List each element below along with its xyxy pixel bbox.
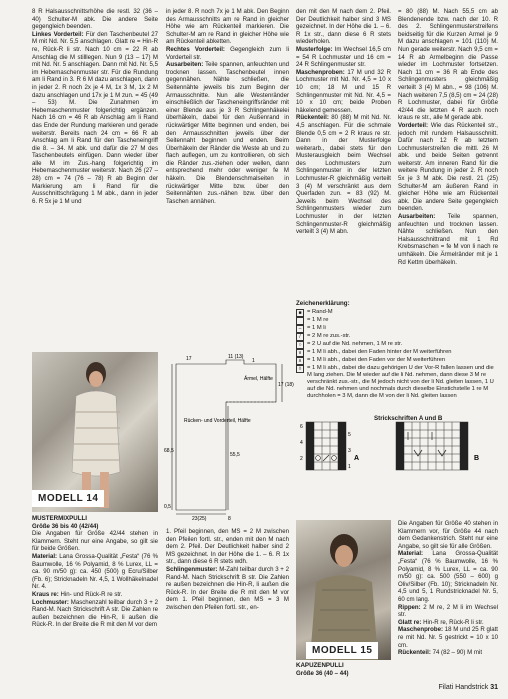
text-column-2 — [166, 8, 289, 205]
paragraph: 17 M und 32 R Lochmuster mit Nd. Nr. 4,5 = 10 x 10 cm; 18 M und 15 R Schlingenmuster mit Nd. Nr. 4,5 = 10 x 10 cm; beide Proben häkelend gemessen. — [296, 68, 391, 114]
svg-text:17: 17 — [186, 356, 192, 362]
model-figure-illustration — [296, 520, 391, 660]
model-figure-illustration — [32, 352, 158, 512]
row-number: 1 — [348, 464, 351, 470]
paragraph: 1. Pfeil beginnen, den MS = 2 M zwischen den Pfeilen fortl. str., enden mit den M nach dem 2. Pfeil. Der Deutlichkeit halber sind 2 MS gezeichnet. In der Höhe die 1. – 6. R 1x str., dann diese 6 R stets wdh. — [166, 528, 289, 566]
model-14-label: MODELL 14 — [32, 490, 104, 507]
section-heading: MUSTERMIXPULLI — [32, 515, 87, 522]
paragraph: 8 R Halsausschnittsrhöhe die restl. 32 (36 – 40) Schulter-M abk. Die andere Seite gegengleich beenden. — [32, 8, 158, 31]
svg-text:0,5: 0,5 — [164, 504, 171, 510]
slip-back-symbol: ∨ — [296, 349, 304, 357]
section-heading: Ausarbeiten: — [166, 61, 204, 69]
legend-item: ○ = 2 U auf die Nd. nehmen, 1 M re str. — [296, 341, 496, 349]
size-heading: Größe 36 (40 – 44) — [296, 669, 349, 677]
model-15-instructions: Die Angaben für Größe 40 stehen in Klammern vor, für Größe 44 nach dem Gedankenstrich. Steht nur eine Angabe, so gilt sie für alle Größen. Material: Lana Grossa-Qualität „Festa“ (76 % Baumwolle, 16 % Polyamid, 8 % Lurex, LL = ca. 90 m/50 g): ca. 500 (550 – 600) g Oliv/Silber (Fb. 10); Stricknadeln Nr. 4,5 und 5, 1 Rundstricknadel Nr. 5, 60 cm lang. Rippen: 2 M re, 2 M li im Wechsel str. Glatt re: Hin-R re, Rück-R li str. Maschenprobe: 18 M und 25 R glatt re mit Nd. Nr. 5 gestrickt = 10 x 10 cm. Rückenteil: 74 (82 – 90) M mit — [398, 520, 499, 657]
text-column-1 — [32, 8, 158, 205]
legend-item: ∨ = 1 M li abh., dabei den Faden hinter der M weiterführen — [296, 349, 496, 357]
svg-text:11 (13): 11 (13) — [228, 354, 244, 360]
paragraph: Die Angaben für Größe 40 stehen in Klammern vor, für Größe 44 nach dem Gedankenstrich. Steht nur eine Angabe, so gilt sie für alle Größen. — [398, 520, 498, 550]
row-number: 4 — [300, 440, 303, 446]
legend-item: ∧ = 1 M li abh., dabei den Faden vor der M weiterführen — [296, 357, 496, 365]
section-heading: Ausarbeiten: — [398, 213, 436, 221]
section-heading: Linkes Vorderteil: — [32, 30, 84, 38]
section-heading: Rechtes Vorderteil: — [166, 45, 225, 53]
publication-name: Filati Handstrick — [438, 684, 489, 691]
slip-front-symbol: ∧ — [296, 357, 304, 365]
size-heading: Größe 36 bis 40 (42/44) — [32, 522, 99, 530]
paragraph: den mit den M nach dem 2. Pfeil. Der Deutlichkeit halber sind 3 MS gezeichnet. In der Höhe die 1. – 6. R 1x str., dann diese 6 R stets wiederholen. — [296, 8, 391, 46]
symbol-legend — [296, 300, 496, 400]
model-14-instructions: MUSTERMIXPULLI Größe 36 bis 40 (42/44) Die Angaben für Größe 42/44 stehen in Klammern. Steht nur eine Angabe, so gilt sie für beide Größen. Material: Lana Grossa-Qualität „Festa“ (76 % Baumwolle, 16 % Polyamid, 8 % Lurex, LL = ca. 90 m/50 g): ca. 450 (500) g Ecru/Silber (Fb. 6); Stricknadeln Nr. 4,5, 1 Wollhäkelnadel Nr. 4. Kraus re: Hin- und Rück-R re str. Lochmuster: Maschenzahl teilbar durch 3 + 2 Rand-M. Nach Strickschrift A str. Die Zahlen re außen bezeichnen die Hin-R, li außen die Rück-R. In der Breite die R mit den M vor dem — [32, 515, 158, 629]
stitch-chart — [296, 410, 496, 478]
paragraph: in jeder 8. R noch 7x je 1 M abk. Den Beginn des Armausschnitts am re Rand in gleicher Höhe wie am Rückenteil markieren. Die Schulter-M am re Rand in gleicher Höhe wie am Rückenteil abketten. — [166, 8, 289, 46]
text-column-3 — [296, 8, 391, 236]
loop-symbol: ◊ — [296, 365, 304, 373]
section-heading: KAPUZENPULLI — [296, 662, 344, 669]
model-14-photo — [32, 352, 158, 512]
paragraph: Teile spannen, anfeuchten und trocknen lassen. Taschenbeutel innen gegennähen. Nähte schließen, die Seitennähte jeweils bis zum Beginn der Armausschnitte. Nun alle Westenränder einschließlich der Tascheneingriffsränder mit einer Blende aus je 3 R Schlingenhäkelei überhäkeln, dabei für den Außenrand in rückwärtiger Mitte beginnen und enden, bei den Armausschnitten jeweils über der Seitennaht beginnen und enden. Beim Überhäkeln der Ränder die Weste ab und zu flach auflegen, um zu kontrollieren, ob sich die Ränder zus.-ziehen oder wellen, dann entsprechend mehr oder weniger fe M häkeln. Die Blendenschmalseiten in rückwärtiger Mitte bzw. über den Seitennähten zus.-nähen bzw. über den Taschen annähen. — [166, 61, 289, 205]
legend-item: ◊ = 1 M li abh., dabei die dazu gehörigen U der Vor-R fallen lassen und die M lang ziehen. Die M wieder auf die li Nd. nehmen, dann diese 3 M re verschränkt zus.-str., die M jedoch nicht von der li Nd. gleiten lassen, 1 U auf die Nd. nehmen und nochmals durch dieselbe Einstichstelle 1 re M durchholen = 3 M, dann die M von der li Nd. gleiten lassen — [296, 365, 496, 400]
model-15-photo — [296, 520, 391, 660]
chart-title: Strickschriften A und B — [374, 415, 443, 422]
model-15-label: MODELL 15 — [306, 642, 378, 659]
paragraph: Im Wechsel 16,5 cm = 54 R Lochmuster und 16 cm = 24 R Schlingenmuster str. — [296, 45, 391, 69]
svg-text:8: 8 — [228, 516, 231, 522]
chart-a-label: A — [354, 455, 360, 462]
edge-stitch-symbol: ■ — [296, 309, 304, 317]
section-heading: Vorderteil: — [398, 121, 429, 129]
section-heading: Musterfolge: — [296, 45, 333, 53]
paragraph: Die Angaben für Größe 42/44 stehen in Klammern. Steht nur eine Angabe, so gilt sie für beide Größen. — [32, 530, 158, 553]
text-column-4 — [398, 8, 498, 266]
paragraph: Wie das Rückenteil str., jedoch mit rundem Halsausschnitt. Dafür nach 12 R ab letztem Lochmusterstreifen die mittl. 26 M abk. und beide Seiten getrennt weiterstr. Am inneren Rand für die weitere Rundung in jeder 2. R noch 5x je 3 M abk. Die restl. 21 (25) Schulter-M am äußeren Rand in gleicher Höhe wie am Rückenteil abk. Die andere Seite gegengleich beenden. — [398, 121, 498, 213]
svg-text:Rücken- und Vorderteil, Hälfte: Rücken- und Vorderteil, Hälfte — [184, 418, 251, 424]
legend-item: = 1 M re — [296, 317, 496, 325]
svg-text:68,5: 68,5 — [164, 448, 174, 454]
svg-text:1: 1 — [252, 358, 255, 364]
paragraph: Gegengleich zum li Vorderteil str. — [166, 45, 289, 61]
paragraph: Für den Taschenbeutel 27 M mit Nd. Nr. 5,5 anschlagen. Glatt re = Hin-R re, Rück-R li str. Nach 10 cm = 22 R ab Anschlag die M stilllegen. Nun 9 (13 – 17) M mit Nd. Nr. 5 anschlagen. Dann mit Nd. Nr. 5,5 im Hebemaschenmuster str. Für die Rundung am li Rand in 3. R 6 M dazu anschlagen, dann in jeder 2. R noch 2x je 4 M, 1x 3 M, 1x 2 M dazu anschlagen und 17x je 1 M zun. = 45 (49 – 53) M. Die Zunahmen im Hebemaschenmuster folgerichtig ergänzen. Nach 16 cm = 46 R ab Anschlag am li Rand das Ende der Rundung markieren und gerade weiterstr. Bereits nach 24 cm = 66 R ab Anschlag am li Rand für den Tascheneingriff die 8. – 34. M abk. und dafür die 27 M des Taschenbeutels einfügen. Dann wieder über alle M im Zus.-hang folgerichtig im Hebemaschenmuster weiterstr. Nach 26 (27 – 28) cm = 74 (76 – 78) R ab Beginn der Markierung am li Rand für die Ausschnittschrägung 1 M abk., dann in jeder 6. R 5x je 1 M und — [32, 30, 158, 205]
row-number: 2 — [300, 456, 303, 462]
legend-item: – = 1 M li — [296, 325, 496, 333]
legend-item: / = 2 M re zus.-str. — [296, 333, 496, 341]
page-footer — [438, 684, 498, 691]
page-number: 31 — [490, 684, 498, 691]
legend-item: ■ = Rand-M — [296, 309, 496, 317]
knit-symbol — [296, 317, 304, 325]
section-heading: Rückenteil: — [296, 114, 329, 122]
legend-title: Zeichenerklärung: — [296, 300, 350, 307]
model-15-heading — [296, 662, 391, 677]
svg-text:23(25): 23(25) — [192, 516, 207, 522]
section-heading: Maschenproben: — [296, 68, 345, 76]
svg-text:17 (18): 17 (18) — [278, 382, 294, 388]
svg-text:55,5: 55,5 — [230, 452, 240, 458]
garment-schematic — [164, 352, 294, 522]
row-number: 5 — [348, 432, 351, 438]
paragraph: 80 (88) M mit Nd. Nr. 4,5 anschlagen. Für die schmale Blende 0,5 cm = 2 R kraus re str. Dann in der Musterfolge weiterarb., dabei stets für den Musterausgleich beim Wechsel des Lochmusters zum Schlingenmuster in der letzten Lochmuster-R gleichmäßig verteilt 3 (4) M verschränkt aus dem Querfaden zun. = 83 (92) M. Jeweils beim Wechsel des Schlingenmusters wieder zum Lochmuster in der letzten Schlingenmuster-R gleichmäßig verteilt 3 (4) M abn. — [296, 114, 391, 236]
chart-b-label: B — [474, 455, 480, 462]
paragraph: Teile spannen, anfeuchten und trocknen lassen. Nähte schließen. Nun den Halsausschnittrand mit 1 Rd Krebsmaschen = fe M von li nach re umhäkeln. Die Ärmelränder mit je 1 Rd Kettm überhäkeln. — [398, 213, 498, 266]
row-number: 3 — [348, 448, 351, 454]
yarn-over-symbol: ○ — [296, 341, 304, 349]
svg-text:Ärmel, Hälfte: Ärmel, Hälfte — [244, 376, 273, 382]
row-number: 6 — [300, 424, 303, 430]
k2tog-symbol: / — [296, 333, 304, 341]
model-14-instructions-cont: 1. Pfeil beginnen, den MS = 2 M zwischen den Pfeilen fortl. str., enden mit den M nach dem 2. Pfeil. Der Deutlichkeit halber sind 2 MS gezeichnet. In der Höhe die 1. – 6. R 1x str., dann diese 6 R stets wdh. Schlingenmuster: M-Zahl teilbar durch 3 + 2 Rand-M. Nach Strickschrift B str. Die Zahlen re außen bezeichnen die Hin-R, li außen die Rück-R. In der Breite die R mit den M vor dem 1. Pfeil beginnen, den MS = 3 M zwischen den Pfeilen fortl. str., en- — [166, 528, 289, 611]
chart-b-grid — [396, 422, 468, 470]
purl-symbol: – — [296, 325, 304, 333]
paragraph: = 80 (88) M. Nach 55,5 cm ab Blendenende bzw. nach der 10. R des 2. Schlingenmusterstreifens beidseitig für die Kurzen Armel je 9 M dazu anschlagen = 101 (110) M. Nun gerade weiterstr. Nach 9,5 cm = 14 R ab Armelbeginn die Passe wieder im Lochmuster fortsetzen. Nach 11 cm = 36 R ab Ende des Schlingenmusters gleichmäßig verteilt 3 (4) M abn., = 98 (106) M. Nach weiteren 7,5 (8,5) cm = 24 (28) R Lochmuster, dabei für Größe 42/44 die letzten 4 R auch noch kraus re str., alle M gerade abk. — [398, 8, 498, 122]
